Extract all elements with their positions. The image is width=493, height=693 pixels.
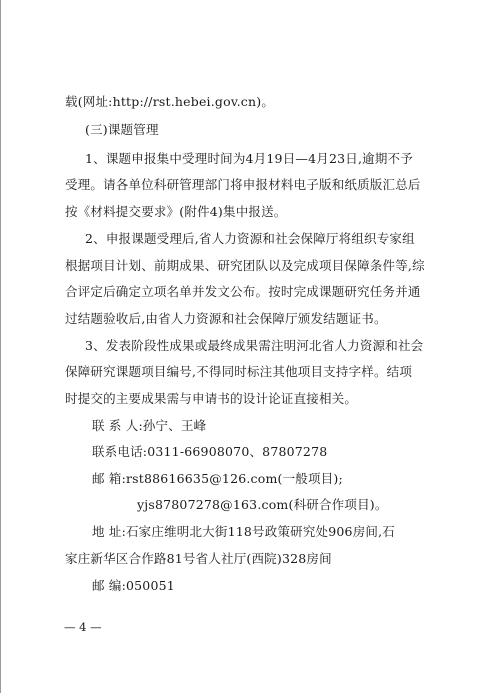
contact-address-2: 家庄新华区合作路81号省人社厅(西院)328房间 — [65, 551, 332, 566]
item1-line2: 受理。请各单位科研管理部门将申报材料电子版和纸质版汇总后 — [65, 177, 421, 192]
contact-postcode: 邮 编:050051 — [92, 578, 175, 593]
item2-line1: 2、申报课题受理后,省人力资源和社会保障厅将组织专家组 — [85, 231, 415, 246]
contact-email-2: yjs87807278@163.com(科研合作项目)。 — [137, 497, 388, 512]
page-number: — 4 — — [64, 620, 102, 634]
item2-line4: 过结题验收后,由省人力资源和社会保障厅颁发结题证书。 — [65, 311, 387, 326]
contact-email-1: 邮 箱:rst88616635@126.com(一般项目); — [92, 471, 343, 486]
item3-line1: 3、发表阶段性成果或最终成果需注明河北省人力资源和社会 — [85, 338, 424, 353]
section-heading: (三)课题管理 — [85, 122, 159, 137]
item1-line3: 按《材料提交要求》(附件4)集中报送。 — [65, 204, 287, 219]
contact-phone: 联系电话:0311-66908070、87807278 — [92, 444, 328, 459]
item3-line2: 保障研究课题项目编号,不得同时标注其他项目支持字样。结项 — [65, 364, 413, 379]
contact-address-1: 地 址:石家庄维明北大街118号政策研究处906房间,石 — [92, 524, 395, 539]
website-line: 载(网址:http://rst.hebei.gov.cn)。 — [65, 94, 275, 109]
contact-person: 联 系 人:孙宁、王峰 — [92, 418, 207, 433]
item3-line3: 时提交的主要成果需与申请书的设计论证直接相关。 — [65, 391, 358, 406]
item1-line1: 1、课题申报集中受理时间为4月19日—4月23日,逾期不予 — [85, 151, 413, 166]
item2-line3: 合评定后确定立项名单并发文公布。按时完成课题研究任务并通 — [65, 284, 421, 299]
page-edge-divider — [0, 0, 1, 693]
item2-line2: 根据项目计划、前期成果、研究团队以及完成项目保障条件等,综 — [65, 258, 425, 273]
